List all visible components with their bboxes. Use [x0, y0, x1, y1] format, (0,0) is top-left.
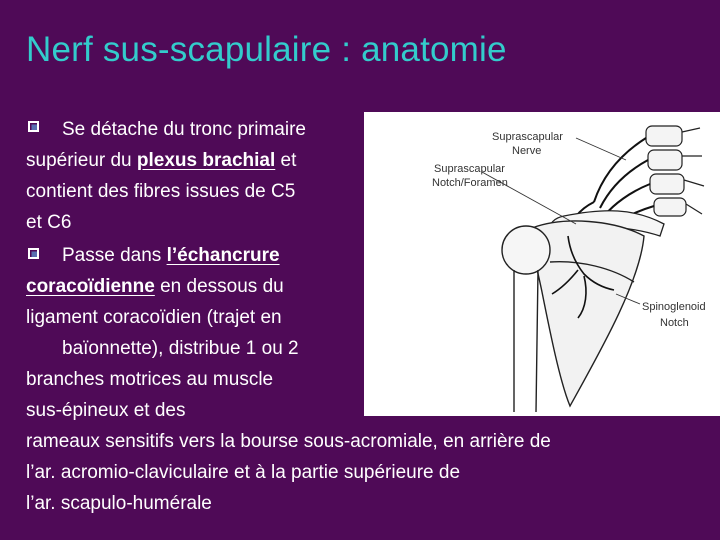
square-bullet-icon: [28, 248, 39, 259]
bullet1-line4: et C6: [26, 212, 72, 233]
bullet1-line1: Se détache du tronc primaire: [62, 119, 306, 140]
bullet2-line2-post: en dessous du: [154, 276, 284, 297]
bullet2-line9: l’ar. scapulo-humérale: [26, 493, 212, 514]
bullet1-line2: [26, 145, 296, 177]
plexus-brachial-link: plexus brachial: [136, 150, 276, 171]
bullet2-line3: ligament coracoïdien (trajet en: [26, 307, 282, 328]
bullet2-line4: baïonnette), distribue 1 ou 2: [62, 338, 299, 359]
bullet2-line2: [26, 271, 284, 303]
bullet2-line7: rameaux sensitifs vers la bourse sous-acromiale, en arrière de: [26, 431, 551, 452]
label-suprascapular-notch: Suprascapular: [434, 163, 505, 175]
square-bullet-icon: [28, 121, 39, 132]
label-suprascapular-nerve-2: Nerve: [512, 145, 542, 157]
coracoidienne-link: coracoïdienne: [26, 276, 155, 297]
bullet2-line6: sus-épineux et des: [26, 400, 186, 421]
bullet1-line3: contient des fibres issues de C5: [26, 181, 296, 202]
bullet1-line2-post: et: [275, 150, 297, 171]
echancrure-link: l’échancrure: [166, 245, 280, 266]
label-suprascapular-notch-2: Notch/Foramen: [432, 177, 508, 189]
label-suprascapular-nerve: Suprascapular: [492, 131, 563, 143]
page-title: Nerf sus-scapulaire : anatomie: [26, 30, 507, 69]
bullet2-line1: [62, 240, 280, 272]
bullet1-line2-pre: supérieur du: [26, 150, 137, 171]
bullet2-line1-pre: Passe dans: [62, 245, 167, 266]
label-spinoglenoid-notch: Spinoglenoid: [642, 301, 706, 313]
bullet2-line8: l’ar. acromio-claviculaire et à la partie supérieure de: [26, 462, 461, 483]
bullet2-line5: branches motrices au muscle: [26, 369, 274, 390]
label-spinoglenoid-notch-2: Notch: [660, 317, 689, 329]
